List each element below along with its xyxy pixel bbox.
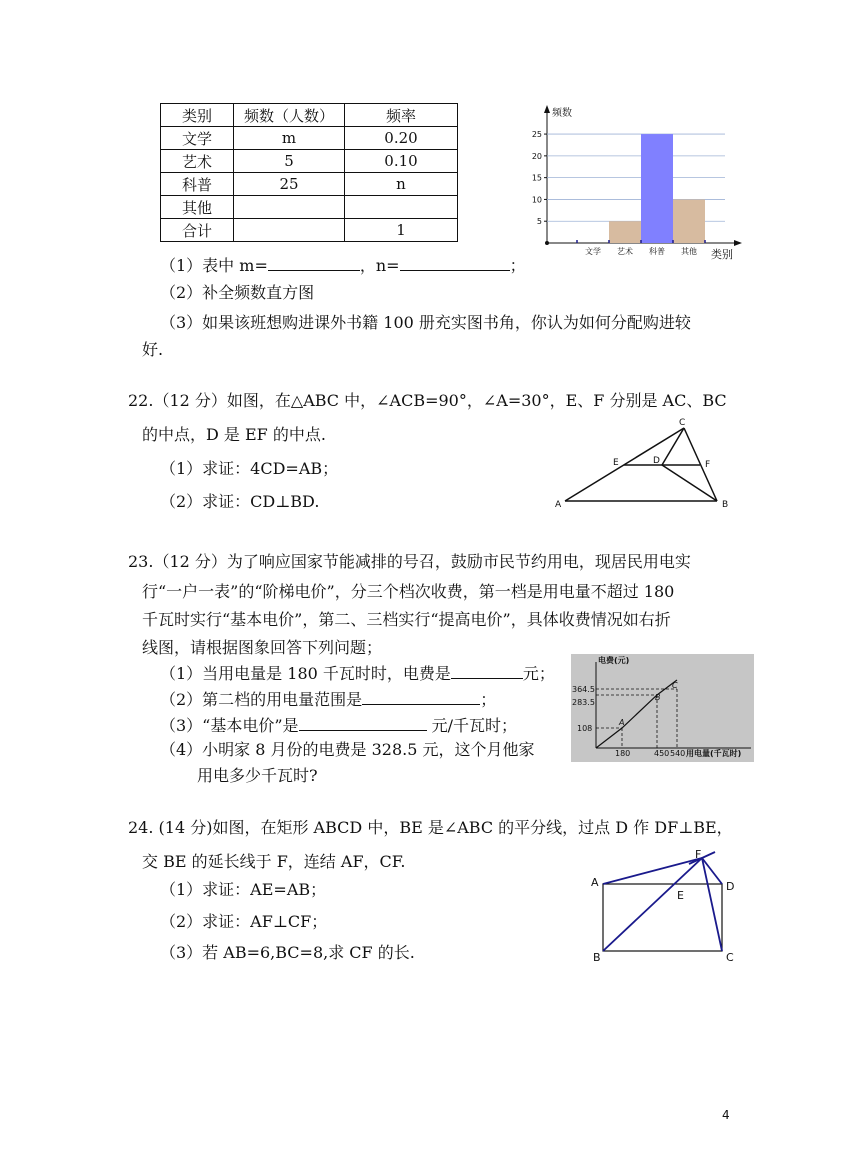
x-axis-label: 类别	[711, 248, 733, 261]
table-header-cell: 频率	[345, 104, 458, 127]
ytick-364-5: 364.5	[572, 685, 595, 694]
table-cell: 0.10	[345, 150, 458, 173]
xtick-540: 540	[670, 749, 686, 758]
page-number: 4	[722, 1108, 730, 1122]
n-answer-blank[interactable]	[400, 254, 510, 271]
q23-sub1	[160, 662, 555, 684]
table-cell: 文学	[161, 127, 234, 150]
rectangle-abcd-figure	[585, 840, 750, 965]
table-row	[161, 173, 458, 196]
table-header-cell: 类别	[161, 104, 234, 127]
q23-sub2-text-b: ；	[480, 690, 497, 709]
triangle-abc-figure	[545, 415, 745, 515]
ytick-label: 20	[531, 151, 542, 161]
q22-sub1: （1）求证：4CD=AB；	[160, 459, 339, 478]
ytick-label: 5	[536, 217, 542, 227]
label-d: D	[653, 456, 660, 466]
q23-line3: 千瓦时实行“基本电价”，第二、三档实行“提高电价”，具体收费情况如右折	[142, 610, 671, 629]
q23-sub2-text-a: （2）第二档的用电量范围是	[160, 690, 363, 709]
electricity-fee-graph	[571, 654, 754, 762]
q24-sub3: （3）若 AB=6,BC=8,求 CF 的长.	[160, 943, 415, 962]
ytick-108: 108	[577, 724, 593, 733]
label-b: B	[593, 951, 601, 964]
q21-sub1	[160, 254, 526, 276]
y-axis-label: 频数	[552, 108, 572, 119]
q24-sub2: （2）求证：AF⊥CF；	[160, 912, 328, 931]
table-cell: 其他	[161, 196, 234, 219]
q23-sub4-line1: （4）小明家 8 月份的电费是 328.5 元，这个月他家	[160, 740, 535, 759]
x-axis-arrow	[734, 240, 742, 246]
table-header-cell: 频数（人数）	[234, 104, 345, 127]
graph-x-label: 用电量(千瓦时)	[686, 749, 742, 758]
label-b: B	[722, 500, 729, 510]
table-cell: 25	[234, 173, 345, 196]
table-cell: n	[345, 173, 458, 196]
q22-line1: 22.（12 分）如图，在△ABC 中，∠ACB=90°，∠A=30°，E、F 分别是 AC、BC	[128, 391, 727, 410]
q21-sub2: （2）补全频数直方图	[160, 283, 315, 302]
q23-sub4-line2: 用电多少千瓦时?	[197, 766, 318, 785]
q21-sub3-line2: 好.	[142, 340, 164, 359]
q21-sub1-text-a: （1）表中 m=	[160, 256, 268, 275]
label-d: D	[726, 880, 735, 893]
m-answer-blank[interactable]	[268, 254, 360, 271]
xtick-label: 科普	[649, 247, 665, 256]
point-b: B	[655, 693, 661, 702]
ytick-label: 25	[531, 130, 542, 140]
q23-sub3-text-a: （3）“基本电价”是	[160, 716, 299, 735]
table-cell	[234, 219, 345, 242]
point-a: A	[619, 718, 625, 727]
q23-line2: 行“一户一表”的“阶梯电价”，分三个档次收费，第一档是用电量不超过 180	[142, 582, 675, 601]
xtick-label: 艺术	[617, 247, 633, 256]
ytick-label: 15	[531, 173, 542, 183]
frequency-histogram	[530, 104, 750, 264]
segment-cd	[662, 428, 684, 465]
label-e: E	[613, 458, 619, 468]
label-f: F	[705, 460, 711, 470]
frequency-table	[160, 103, 458, 242]
label-c: C	[679, 418, 686, 428]
q22-line2: 的中点，D 是 EF 的中点.	[142, 425, 326, 444]
q24-line2: 交 BE 的延长线于 F，连结 AF，CF.	[142, 852, 406, 871]
xtick-180: 180	[615, 749, 631, 758]
q23-sub1-text-b: 元；	[522, 664, 555, 683]
table-cell	[234, 196, 345, 219]
q21-sub1-text-c: ；	[509, 256, 526, 275]
table-header-row	[161, 104, 458, 127]
label-c: C	[726, 951, 734, 964]
table-cell: 艺术	[161, 150, 234, 173]
table-row	[161, 150, 458, 173]
range-answer-blank[interactable]	[362, 688, 480, 705]
table-row	[161, 219, 458, 242]
origin-dot	[545, 241, 549, 245]
table-row	[161, 196, 458, 219]
q23-sub3-text-b: 元/千瓦时；	[426, 716, 518, 735]
label-f: F	[695, 848, 702, 861]
table-cell: 0.20	[345, 127, 458, 150]
xtick-450: 450	[654, 749, 670, 758]
table-cell	[345, 196, 458, 219]
bar-其他	[673, 199, 705, 243]
bar-科普	[641, 134, 673, 243]
q22-sub2: （2）求证：CD⊥BD.	[160, 492, 320, 511]
price-answer-blank[interactable]	[299, 714, 427, 731]
fee-answer-blank[interactable]	[451, 662, 523, 679]
ytick-label: 10	[531, 195, 542, 205]
q23-sub2	[160, 688, 496, 710]
graph-y-label: 电费(元)	[598, 656, 630, 665]
table-row	[161, 127, 458, 150]
label-e: E	[677, 889, 684, 902]
q24-line1: 24. (14 分)如图，在矩形 ABCD 中，BE 是∠ABC 的平分线，过点 D 作 DF⊥BE，	[128, 818, 733, 837]
xtick-label: 文学	[585, 247, 601, 256]
q21-sub3-line1: （3）如果该班想购进课外书籍 100 册充实图书角，你认为如何分配购进较	[160, 313, 691, 332]
q21-sub1-text-b: ，n=	[359, 256, 400, 275]
table-cell: 科普	[161, 173, 234, 196]
q23-sub3	[160, 714, 517, 736]
q23-line4: 线图，请根据图象回答下列问题；	[142, 638, 383, 657]
ytick-283-5: 283.5	[572, 698, 595, 707]
q23-line1: 23.（12 分）为了响应国家节能减排的号召，鼓励市民节约用电，现居民用电实	[128, 552, 691, 571]
bar-艺术	[609, 221, 641, 243]
label-a: A	[555, 500, 562, 510]
q23-sub1-text-a: （1）当用电量是 180 千瓦时时，电费是	[160, 664, 451, 683]
label-a: A	[591, 876, 599, 889]
table-cell: 5	[234, 150, 345, 173]
xtick-label: 其他	[681, 247, 697, 256]
y-axis-arrow	[544, 105, 550, 113]
segment-bf	[603, 858, 702, 951]
table-cell: 合计	[161, 219, 234, 242]
q24-sub1: （1）求证：AE=AB；	[160, 880, 327, 899]
table-cell: m	[234, 127, 345, 150]
table-cell: 1	[345, 219, 458, 242]
point-c: C	[672, 681, 678, 690]
